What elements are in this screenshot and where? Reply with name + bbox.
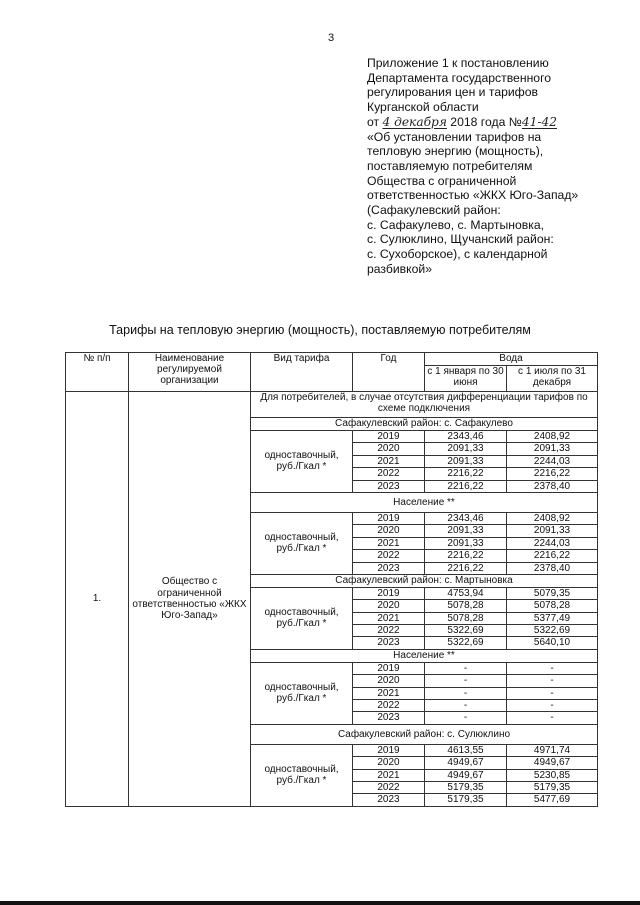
document-title: Тарифы на тепловую энергию (мощность), поставляемую потребителям [109,323,531,337]
consumers-note-row [66,392,598,418]
year-cell: 2019 [353,744,425,756]
subject-line: с. Сулюклино, Щучанский район: [367,232,554,247]
year-cell: 2021 [353,455,425,467]
subject-line: с. Сухоборское), с календарной [367,247,548,262]
period-2-value: 5477,69 [507,794,598,806]
period-1-value: - [425,675,507,687]
header-tariff-type: Вид тарифа [251,353,353,392]
period-1-value: - [425,712,507,724]
period-2-value: 2408,92 [507,431,598,443]
year-cell: 2019 [353,662,425,674]
tariff-type-cell: одноставочный, руб./Гкал * [251,587,353,649]
subject-line: разбивкой» [367,261,432,276]
period-2-value: 2244,03 [507,537,598,549]
tariff-table [65,352,598,807]
period-2-value: 2091,33 [507,443,598,455]
header-row [66,353,598,366]
header-period-1: с 1 января по 30 июня [425,366,507,392]
handwritten-date: 4 декабря [382,114,447,129]
subject-line: с. Сафакулево, с. Мартыновка, [367,217,544,232]
header-water: Вода [425,353,598,366]
period-2-value: - [507,712,598,724]
subject-line: (Сафакулевский район: [367,203,501,218]
year-cell: 2020 [353,525,425,537]
year-cell: 2022 [353,781,425,793]
year-cell: 2020 [353,600,425,612]
section-heading: Сафакулевский район: с. Сулюклино [251,724,598,744]
year-cell: 2021 [353,687,425,699]
year-cell: 2020 [353,757,425,769]
period-1-value: - [425,662,507,674]
year-cell: 2022 [353,550,425,562]
header-year: Год [353,353,425,392]
period-2-value: 5640,10 [507,637,598,649]
period-2-value: - [507,675,598,687]
period-1-value: 4949,67 [425,769,507,781]
consumers-note: Для потребителей, в случае отсутствия дифференциации тарифов по схеме подключения [251,392,598,418]
year-cell: 2022 [353,625,425,637]
tariff-type-cell: одноставочный, руб./Гкал * [251,662,353,724]
year-cell: 2023 [353,637,425,649]
tariff-type-cell: одноставочный, руб./Гкал * [251,744,353,806]
period-1-value: 4613,55 [425,744,507,756]
period-1-value: 2091,33 [425,443,507,455]
period-1-value: 5322,69 [425,637,507,649]
period-2-value: 4971,74 [507,744,598,756]
period-1-value: 4949,67 [425,757,507,769]
period-2-value: 2244,03 [507,455,598,467]
period-1-value: 2216,22 [425,562,507,574]
period-1-value: 2343,46 [425,512,507,524]
appendix-line: Департамента государственного [367,70,552,85]
appendix-line: регулирования цен и тарифов [367,85,538,100]
organization-name: Общество с ограниченной ответственностью «ЖКХ Юго-Запад» [129,392,251,807]
period-2-value: 5322,69 [507,625,598,637]
period-2-value: 2378,40 [507,562,598,574]
tariff-type-cell: одноставочный, руб./Гкал * [251,512,353,574]
period-2-value: - [507,662,598,674]
period-1-value: 2091,33 [425,537,507,549]
period-2-value: 2378,40 [507,480,598,492]
period-2-value: 5377,49 [507,612,598,624]
period-2-value: 2216,22 [507,468,598,480]
period-1-value: 4753,94 [425,587,507,599]
period-1-value: 5322,69 [425,625,507,637]
period-1-value: 2216,22 [425,480,507,492]
period-2-value: - [507,700,598,712]
period-1-value: 2216,22 [425,468,507,480]
year-cell: 2019 [353,587,425,599]
period-2-value: - [507,687,598,699]
period-1-value: 2343,46 [425,431,507,443]
section-heading: Сафакулевский район: с. Мартыновка [251,574,598,587]
period-1-value: 2091,33 [425,455,507,467]
year-cell: 2023 [353,712,425,724]
year-cell: 2022 [353,468,425,480]
period-1-value: 5179,35 [425,781,507,793]
period-2-value: 2091,33 [507,525,598,537]
section-heading: Население ** [251,649,598,662]
year-cell: 2021 [353,537,425,549]
subject-line: ответственностью «ЖКХ Юго-Запад» [367,188,579,203]
year-cell: 2020 [353,443,425,455]
period-2-value: 5179,35 [507,781,598,793]
year-cell: 2021 [353,769,425,781]
year-cell: 2022 [353,700,425,712]
year-cell: 2023 [353,562,425,574]
header-org: Наименование регулируемой организации [129,353,251,392]
period-1-value: 5078,28 [425,612,507,624]
appendix-line: Курганской области [367,100,479,115]
row-number: 1. [66,392,129,807]
period-1-value: - [425,687,507,699]
appendix-header [367,56,627,277]
section-heading: Население ** [251,492,598,512]
year-cell: 2019 [353,512,425,524]
subject-line: тепловую энергию (мощность), [367,144,544,159]
appendix-date-line [367,115,627,130]
scan-edge [0,901,640,905]
year-cell: 2023 [353,794,425,806]
period-2-value: 5078,28 [507,600,598,612]
period-2-value: 5079,35 [507,587,598,599]
appendix-line: Приложение 1 к постановлению [367,56,549,70]
year-cell: 2020 [353,675,425,687]
year-cell: 2023 [353,480,425,492]
section-heading: Сафакулевский район: с. Сафакулево [251,418,598,431]
header-num: № п/п [66,353,129,392]
period-1-value: 2091,33 [425,525,507,537]
date-prefix: от [367,114,380,129]
period-2-value: 4949,67 [507,757,598,769]
page-number: 3 [328,32,335,44]
header-period-2: с 1 июля по 31 декабря [507,366,598,392]
period-1-value: - [425,700,507,712]
period-2-value: 5230,85 [507,769,598,781]
date-suffix: 2018 года № [450,114,522,129]
period-1-value: 5179,35 [425,794,507,806]
period-2-value: 2216,22 [507,550,598,562]
subject-line: «Об установлении тарифов на [367,129,542,144]
year-cell: 2021 [353,612,425,624]
period-1-value: 5078,28 [425,600,507,612]
year-cell: 2019 [353,431,425,443]
subject-line: Общества с ограниченной [367,173,517,188]
period-1-value: 2216,22 [425,550,507,562]
period-2-value: 2408,92 [507,512,598,524]
subject-line: поставляемую потребителям [367,158,533,173]
tariff-type-cell: одноставочный, руб./Гкал * [251,431,353,493]
handwritten-number: 41-42 [521,114,557,129]
